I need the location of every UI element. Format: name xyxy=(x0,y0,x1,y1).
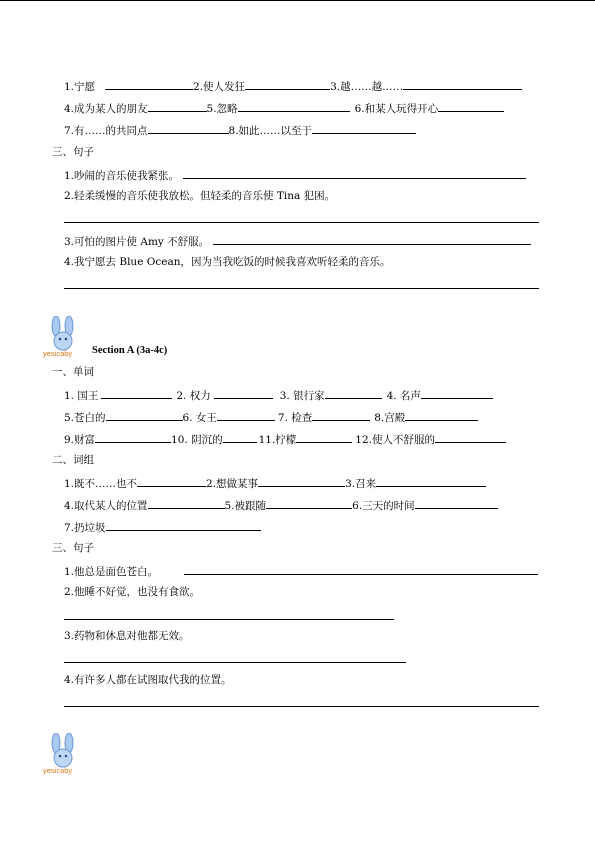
phrase-item-5: 5.忽略 xyxy=(206,103,238,115)
word-item-12: 12.使人不舒服的 xyxy=(355,434,435,446)
phrase-item-8: 8.如此……以至于 xyxy=(228,125,313,137)
word-item-9: 9.财富 xyxy=(64,434,96,446)
sentence-1: 1.他总是面色苍白。 xyxy=(64,564,538,579)
phrase-row-2 xyxy=(64,101,504,116)
phrases-heading: 二、词组 xyxy=(52,454,94,466)
answer-blank[interactable] xyxy=(184,564,538,575)
answer-line[interactable] xyxy=(64,222,539,223)
words-row-3 xyxy=(64,432,506,447)
answer-blank[interactable] xyxy=(183,168,526,179)
answer-blank[interactable] xyxy=(95,432,171,443)
phrase-item-2: 2.想做某事 xyxy=(206,478,259,490)
answer-blank[interactable] xyxy=(137,476,206,487)
answer-blank[interactable] xyxy=(223,432,257,443)
answer-blank[interactable] xyxy=(415,498,498,509)
answer-blank[interactable] xyxy=(245,79,330,90)
answer-blank[interactable] xyxy=(148,101,207,112)
answer-blank[interactable] xyxy=(148,498,225,509)
word-item-2: 2. 权力 xyxy=(176,390,211,402)
sentence-3: 3.可怕的图片使 Amy 不舒服。 xyxy=(64,234,531,249)
words-heading: 一、单词 xyxy=(52,366,94,378)
phrase-item-5: 5.被跟随 xyxy=(224,500,267,512)
answer-line[interactable] xyxy=(64,662,406,663)
sentence-2: 2.他睡不好觉，也没有食欲。 xyxy=(64,586,201,598)
words-row-1 xyxy=(64,388,493,403)
answer-blank[interactable] xyxy=(312,123,416,134)
sentence-4: 4.我宁愿去 Blue Ocean，因为当我吃饭的时候我喜欢听轻柔的音乐。 xyxy=(64,256,391,268)
word-item-6: 6. 女王 xyxy=(182,412,217,424)
answer-blank[interactable] xyxy=(403,79,522,90)
answer-blank[interactable] xyxy=(405,410,478,421)
words-row-2 xyxy=(64,410,478,425)
section-heading: 三、句子 xyxy=(52,542,94,554)
answer-blank[interactable] xyxy=(258,476,345,487)
answer-blank[interactable] xyxy=(266,498,352,509)
phrase-item-3: 3.越……越…… xyxy=(330,81,404,93)
word-item-8: 8.宫殿 xyxy=(374,412,406,424)
phrase-item-7: 7.扔垃圾 xyxy=(64,522,106,534)
phrase-row-3 xyxy=(64,123,416,138)
word-item-11: 11.柠檬 xyxy=(258,434,297,446)
phrase-row-1 xyxy=(64,79,522,94)
answer-line[interactable] xyxy=(64,706,539,707)
word-item-10: 10. 阴沉的 xyxy=(171,434,223,446)
sentence-3: 3.药物和休息对他都无效。 xyxy=(64,630,190,642)
answer-blank[interactable] xyxy=(106,520,261,531)
answer-blank[interactable] xyxy=(312,410,370,421)
answer-blank[interactable] xyxy=(238,101,350,112)
word-item-5: 5.苍白的 xyxy=(64,412,106,424)
phrase-item-1: 1.既不……也不 xyxy=(64,478,138,490)
answer-blank[interactable] xyxy=(213,234,531,245)
answer-blank[interactable] xyxy=(325,388,382,399)
top-border-line xyxy=(0,0,595,1)
section-title: Section A (3a-4c) xyxy=(92,345,168,356)
phrase-item-4: 4.取代某人的位置 xyxy=(64,500,148,512)
answer-blank[interactable] xyxy=(101,388,172,399)
sentence-2: 2.轻柔缓慢的音乐使我放松。但轻柔的音乐使 Tina 犯困。 xyxy=(64,190,336,202)
answer-blank[interactable] xyxy=(105,79,193,90)
answer-blank[interactable] xyxy=(421,388,493,399)
word-item-1: 1. 国王 xyxy=(64,390,99,402)
phrases-row-3 xyxy=(64,520,261,535)
answer-blank[interactable] xyxy=(106,410,183,421)
phrase-item-6: 6.和某人玩得开心 xyxy=(354,103,439,115)
phrase-item-3: 3.召来 xyxy=(345,478,377,490)
yesicaby-logo xyxy=(42,733,104,775)
phrase-item-4: 4.成为某人的朋友 xyxy=(64,103,148,115)
word-item-4: 4. 名声 xyxy=(386,390,421,402)
phrase-item-1: 1.宁愿 xyxy=(64,81,96,93)
word-item-3: 3. 银行家 xyxy=(279,390,325,402)
sentence-4: 4.有许多人都在试图取代我的位置。 xyxy=(64,674,232,686)
answer-blank[interactable] xyxy=(438,101,504,112)
answer-blank[interactable] xyxy=(148,123,229,134)
svg-text:yesicaby: yesicaby xyxy=(43,766,73,775)
answer-line[interactable] xyxy=(64,288,539,289)
svg-text:yesicaby: yesicaby xyxy=(43,349,73,358)
phrase-item-7: 7.有……的共同点 xyxy=(64,125,148,137)
phrase-item-2: 2.使人发狂 xyxy=(193,81,246,93)
word-item-7: 7. 检查 xyxy=(277,412,313,424)
sentence-1: 1.吵闹的音乐使我紧张。 xyxy=(64,168,526,183)
phrase-item-6: 6.三天的时间 xyxy=(352,500,415,512)
answer-blank[interactable] xyxy=(376,476,486,487)
answer-blank[interactable] xyxy=(214,388,273,399)
section-heading: 三、句子 xyxy=(52,146,94,158)
answer-blank[interactable] xyxy=(217,410,275,421)
answer-blank[interactable] xyxy=(296,432,352,443)
phrases-row-2 xyxy=(64,498,498,513)
answer-line[interactable] xyxy=(64,619,394,620)
answer-blank[interactable] xyxy=(435,432,506,443)
phrases-row-1 xyxy=(64,476,486,491)
